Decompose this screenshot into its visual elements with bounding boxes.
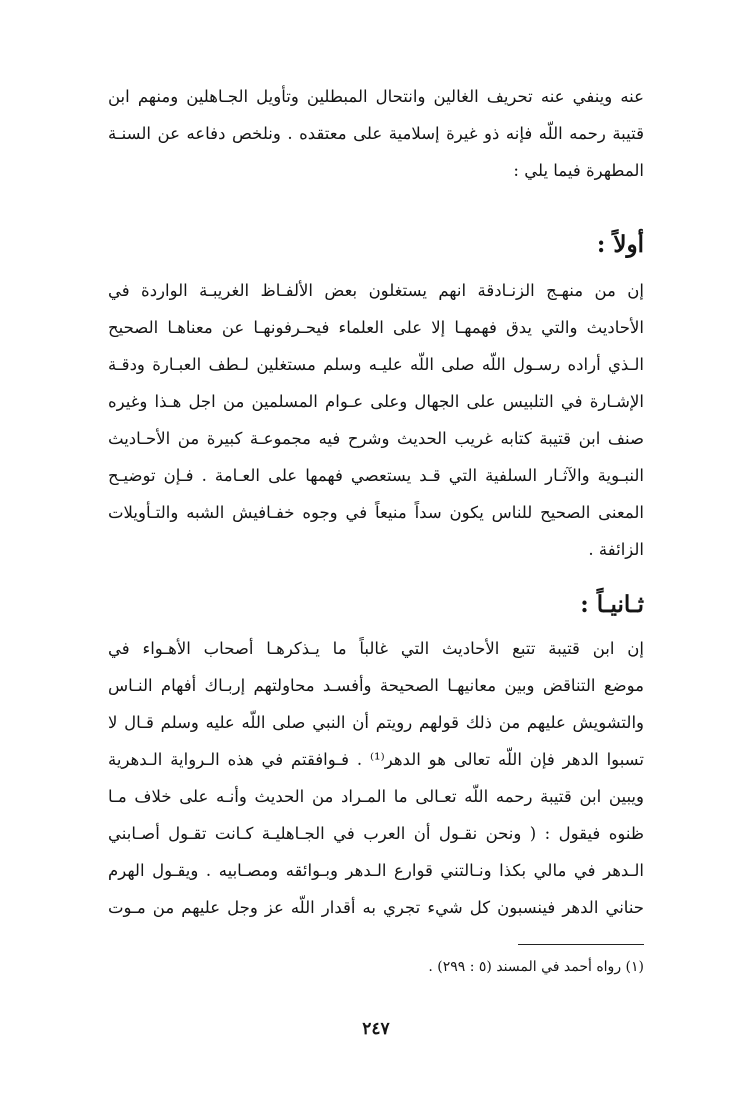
text-line: عنه وينفي عنه تحريف الغالين وانتحال المبطلين وتأويل الجـاهلين ومنهم ابن	[108, 87, 644, 106]
second-paragraph	[108, 630, 644, 926]
footnote: (١) رواه أحمد في المسند (٥ : ٢٩٩) .	[428, 959, 644, 975]
text-line: تسبوا الدهر فإن اللّه تعالى هو الدهر⁽¹⁾ . فـوافقتم في هذه الـرواية الـدهرية	[108, 750, 644, 769]
text-line: الـذي أراده رسـول اللّه صلى اللّه عليـه وسلم مستغلين لـطف العبـارة ودقـة	[108, 355, 644, 374]
text-line: حناني الدهر فينسبون كل شيء تجري به أقدار اللّه عز وجل عليهم من مـوت	[108, 898, 644, 917]
text-line: موضع التناقض وبين معانيهـا الصحيحة وأفسـد محاولتهم إربـاك أفهام النـاس	[108, 676, 644, 695]
footnote-divider	[518, 944, 644, 945]
text-line: إن ابن قتيبة تتبع الأحاديث التي غالباً ما يـذكرهـا أصحاب الأهـواء في	[108, 639, 644, 658]
page-number: ٢٤٧	[362, 1019, 390, 1039]
text-line: صنف ابن قتيبة كتابه غريب الحديث وشرح فيه مجموعـة كبيرة من الأحـاديث	[108, 429, 644, 448]
first-paragraph	[108, 272, 644, 568]
text-line: المطهرة فيما يلي :	[513, 161, 644, 180]
text-line: المعنى الصحيح للناس يكون سداً منيعاً في وجوه خفـافيش الشبه والتـأويلات	[108, 503, 644, 522]
text-line: ظنوه فيقول : ( ونحن نقـول أن العرب في الجـاهليـة كـانت تقـول أصـابني	[108, 824, 644, 843]
section-heading-second: ثـانيـاً :	[580, 591, 644, 618]
text-line: النبـوية والآثـار السلفية التي قـد يستعصي فهمها على العـامة . فـإن توضيـح	[108, 466, 644, 485]
text-line: إن من منهـج الزنـادقة انهم يستغلون بعض الألفـاظ الغريبـة الواردة في	[108, 281, 644, 300]
text-line: والتشويش عليهم من ذلك قولهم رويتم أن النبي صلى اللّه عليه وسلم قـال لا	[108, 713, 644, 732]
section-heading-first: أولاً :	[596, 231, 644, 258]
intro-paragraph	[108, 78, 644, 189]
text-line: الـدهر في مالي بكذا ونـالتني قوارع الـدهر وبـوائقه ومصـابيه . ويقـول الهرم	[108, 861, 644, 880]
text-line: ويبين ابن قتيبة رحمه اللّه تعـالى ما المـراد من الحديث وأنـه على خلاف مـا	[108, 787, 644, 806]
text-line: الإشـارة في التلبيس على الجهال وعلى عـوام المسلمين من اجل هـذا وغيره	[108, 392, 644, 411]
text-line: الأحاديث والتي يدق فهمهـا إلا على العلماء فيحـرفونهـا عن معناهـا الصحيح	[108, 318, 644, 337]
text-line: الزائفة .	[588, 540, 644, 559]
text-line: قتيبة رحمه اللّه فإنه ذو غيرة إسلامية على معتقده . ونلخص دفاعه عن السنـة	[108, 124, 644, 143]
